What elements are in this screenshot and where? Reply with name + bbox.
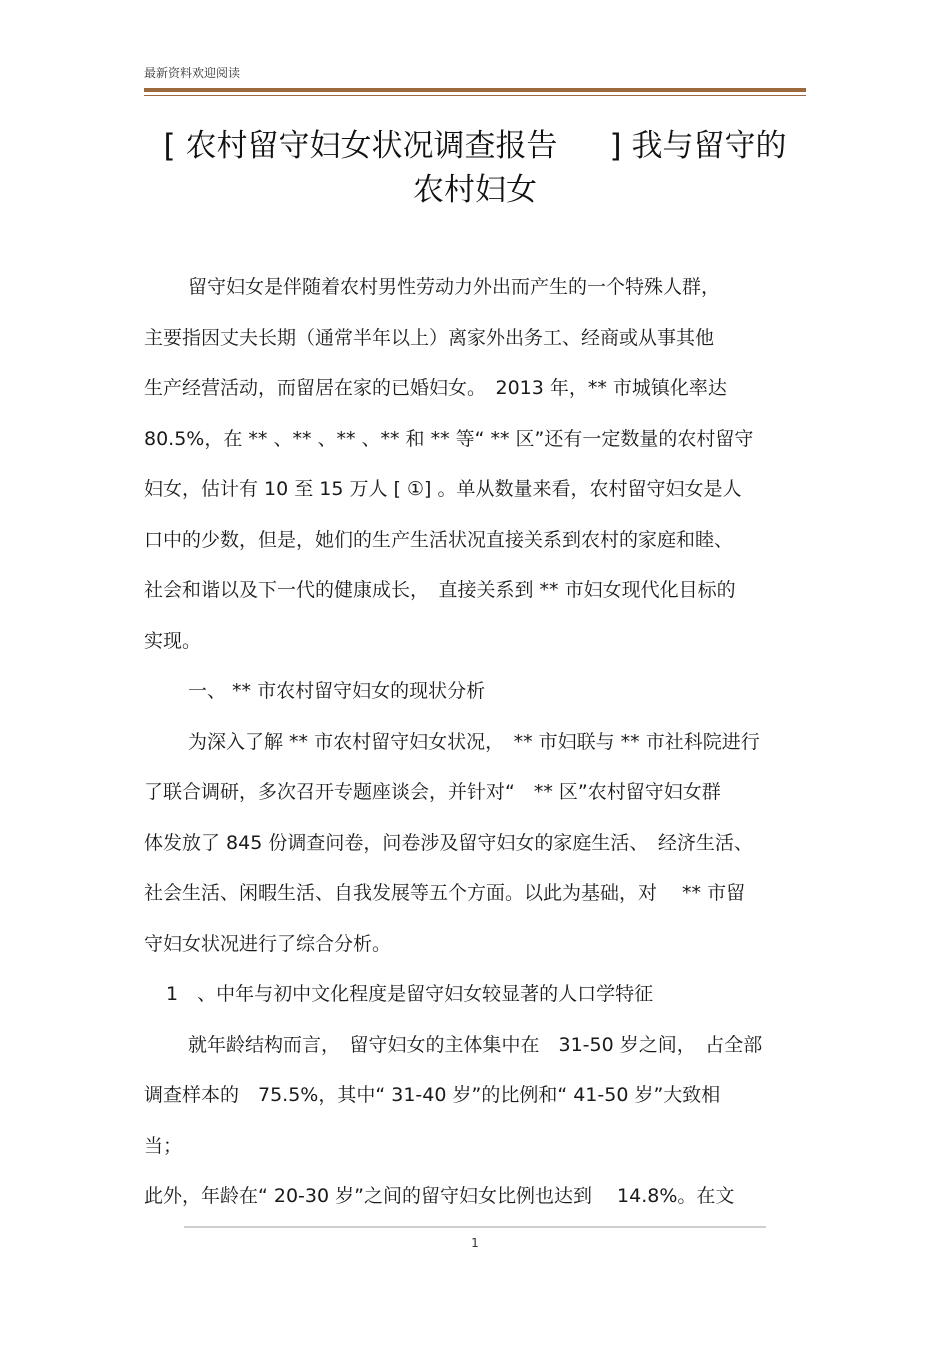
body-text (144, 262, 806, 1222)
text-line: 1 、中年与初中文化程度是留守妇女较显著的人口学特征 (166, 983, 654, 1005)
text-line: 生产经营活动，而留居在家的已婚妇女。 2013 年，** 市城镇化率达 (144, 377, 727, 399)
page-number: 1 (471, 1236, 479, 1250)
text-line: 为深入了解 ** 市农村留守妇女状况， ** 市妇联与 ** 市社科院进行 (188, 730, 760, 753)
text-line: 留守妇女是伴随着农村男性劳动力外出而产生的一个特殊人群， (188, 276, 721, 298)
text-line: 80.5%，在 ** 、** 、** 、** 和 ** 等“ ** 区”还有一定数量的农村留守 (144, 427, 754, 450)
header-rule-thick (144, 88, 806, 92)
text-line: 社会和谐以及下一代的健康成长， 直接关系到 ** 市妇女现代化目标的 (144, 579, 736, 601)
text-line: 妇女，估计有 10 至 15 万人 [ ①] 。单从数量来看，农村留守妇女是人 (144, 478, 742, 500)
running-header: 最新资料欢迎阅读 (144, 66, 241, 80)
text-line: 体发放了 845 份调查问卷，问卷涉及留守妇女的家庭生活、 经济生活、 (144, 831, 753, 854)
footer-rule (184, 1226, 766, 1228)
header-rule-thin (144, 95, 806, 96)
text-line: 一、 ** 市农村留守妇女的现状分析 (188, 680, 486, 702)
text-line: 此外，年龄在“ 20-30 岁”之间的留守妇女比例也达到 14.8%。在文 (144, 1185, 735, 1207)
text-line: 就年龄结构而言， 留守妇女的主体集中在 31-50 岁之间， 占全部 (188, 1033, 763, 1056)
title-line1-part1: [ 农村留守妇女状况调查报告 (163, 128, 558, 164)
document-title (144, 124, 806, 212)
text-line: 口中的少数，但是，她们的生产生活状况直接关系到农村的家庭和睦、 (144, 528, 734, 551)
text-line: 守妇女状况进行了综合分析。 (144, 932, 392, 955)
text-line: 实现。 (144, 629, 202, 652)
text-line: 当； (144, 1134, 183, 1157)
text-line: 了联合调研，多次召开专题座谈会，并针对“ ** 区”农村留守妇女群 (144, 781, 721, 803)
title-line2: 农村妇女 (413, 172, 537, 208)
text-line: 社会生活、闲暇生活、自我发展等五个方面。以此为基础，对 ** 市留 (144, 882, 746, 904)
title-line1-part2: ] 我与留守的 (609, 128, 787, 164)
text-line: 主要指因丈夫长期（通常半年以上）离家外出务工、经商或从事其他 (144, 326, 715, 349)
text-line: 调查样本的 75.5%，其中“ 31-40 岁”的比例和“ 41-50 岁”大致相 (144, 1084, 721, 1106)
